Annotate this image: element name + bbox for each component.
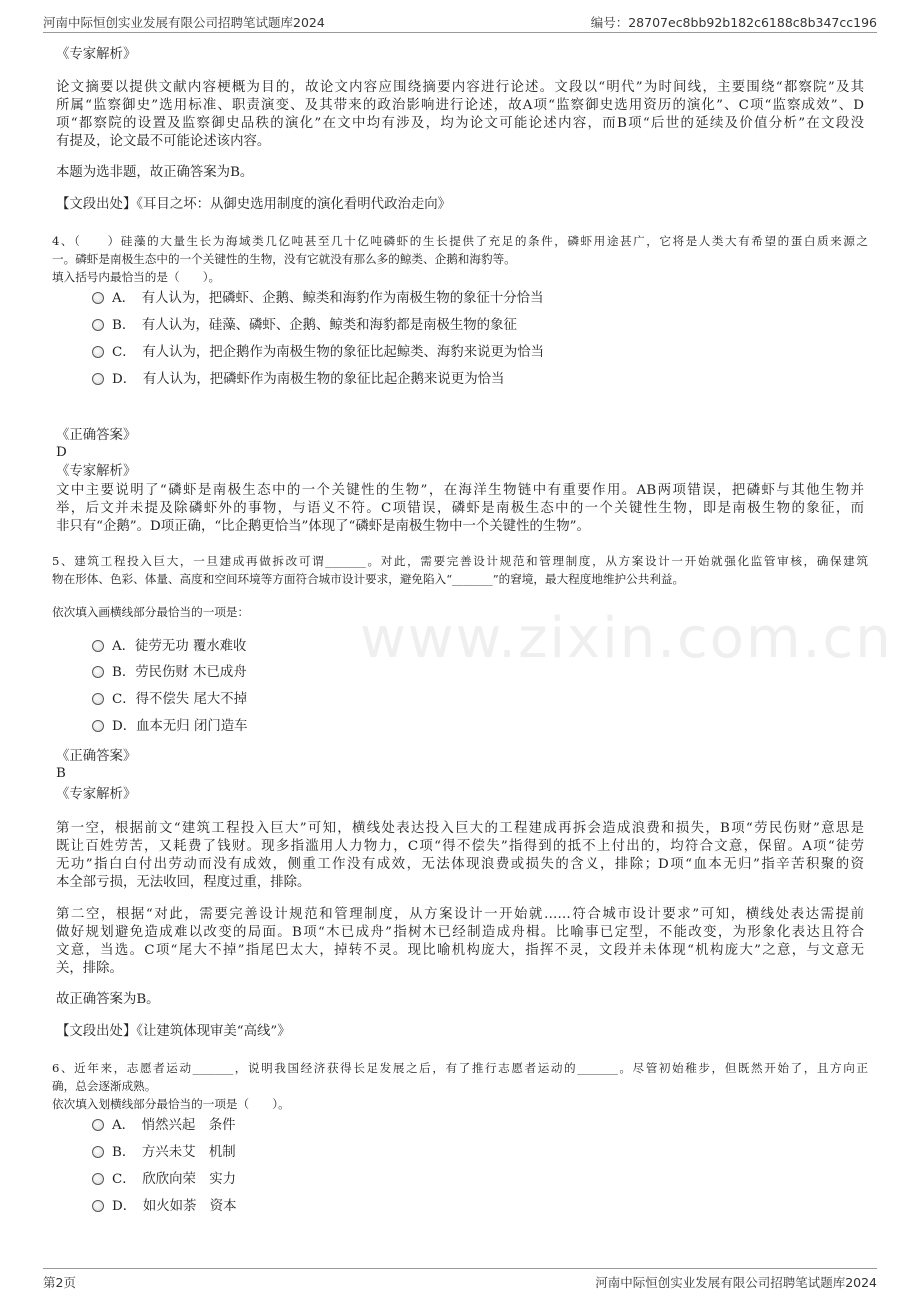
radio-button[interactable] [92, 346, 104, 358]
option-label: D． 有人认为，把磷虾作为南极生物的象征比起企鹅来说更为恰当 [112, 372, 505, 387]
q5-conclusion: 故正确答案为B。 [56, 992, 160, 1007]
q5-analysis-line: 本全部亏损，无法收回，程度过重，排除。 [56, 875, 311, 890]
option-label: A． 悄然兴起 条件 [112, 1118, 236, 1133]
q4-analysis-line: 举，后文并未提及除磷虾外的事物，与语义不符。C项错误，磷虾是南极生态中的一个关键性生物，即是南极生物的象征，而 [56, 501, 864, 516]
q5-option-a[interactable] [92, 636, 246, 658]
q3-analysis-line: 论文摘要以提供文献内容梗概为目的，故论文内容应围绕摘要内容进行论述。文段以“明代”为时间线，主要围绕“都察院”及其 [56, 80, 864, 95]
radio-button[interactable] [92, 693, 104, 705]
q3-analysis-line: 有提及，论文最不可能论述该内容。 [56, 134, 271, 149]
footer-title: 河南中际恒创实业发展有限公司招聘笔试题库2024 [595, 1275, 877, 1290]
q4-option-d[interactable] [92, 369, 504, 391]
q4-prompt: 填入括号内最恰当的是（ ）。 [52, 270, 221, 284]
page-number: 第2页 [43, 1275, 76, 1290]
q5-option-c[interactable] [92, 689, 247, 711]
option-label: B． 有人认为，硅藻、磷虾、企鹅、鲸类和海豹都是南极生物的象征 [112, 318, 517, 333]
q3-analysis-line: 项“都察院的设置及监察御史品秩的演化”在文中均有涉及，均为论文可能论述内容，而B项“后世的延续及价值分析”在文段没 [56, 116, 864, 131]
radio-button[interactable] [92, 1173, 104, 1185]
q6-stem-line: 确，总会逐渐成熟。 [52, 1079, 157, 1093]
q4-answer-label: 《正确答案》 [56, 428, 137, 443]
q6-prompt: 依次填入划横线部分最恰当的一项是（ ）。 [52, 1097, 290, 1111]
radio-button[interactable] [92, 292, 104, 304]
radio-button[interactable] [92, 1119, 104, 1131]
q4-option-a[interactable] [92, 288, 543, 310]
q5-analysis-line: 无功”指白白付出劳动而没有成效，侧重工作没有成效，无法体现浪费或损失的含义，排除；D项“血本无归”指辛苦积聚的资 [56, 857, 864, 872]
q5-stem-line: 5、建筑工程投入巨大，一旦建成再做拆改可谓_______。对此，需要完善设计规范和管理制度，从方案设计一开始就强化监管审核，确保建筑 [52, 554, 868, 568]
option-label: C． 有人认为，把企鹅作为南极生物的象征比起鲸类、海豹来说更为恰当 [112, 345, 545, 360]
q4-analysis-label: 《专家解析》 [56, 464, 137, 479]
q4-option-c[interactable] [92, 342, 544, 364]
option-label: C． 欣欣向荣 实力 [112, 1172, 237, 1187]
q5-analysis-label: 《专家解析》 [56, 787, 137, 802]
header-doc-id: 编号：28707ec8bb92b182c6188c8b347cc196 [590, 15, 877, 30]
q6-option-b[interactable] [92, 1142, 236, 1164]
q5-analysis-line: 文意，当选。C项“尾大不掉”指尾巴太大，掉转不灵。现比喻机构庞大，指挥不灵，文段并未体现“机构庞大”之意，与文意无 [56, 943, 864, 958]
radio-button[interactable] [92, 640, 104, 652]
radio-button[interactable] [92, 666, 104, 678]
page-header [43, 10, 877, 33]
q5-source: 【文段出处】《让建筑体现审美“高线”》 [56, 1024, 291, 1039]
radio-button[interactable] [92, 1200, 104, 1212]
q5-answer-label: 《正确答案》 [56, 749, 137, 764]
q4-answer: D [56, 445, 67, 460]
option-label: B．劳民伤财 木已成舟 [112, 665, 247, 680]
q6-option-d[interactable] [92, 1196, 237, 1218]
header-title: 河南中际恒创实业发展有限公司招聘笔试题库2024 [43, 15, 325, 30]
q4-option-b[interactable] [92, 315, 517, 337]
option-label: C．得不偿失 尾大不掉 [112, 692, 248, 707]
watermark: www.zixin.com.cn [360, 606, 893, 671]
q4-analysis-line: 非只有“企鹅”。D项正确，“比企鹅更恰当”体现了“磷虾是南极生物中一个关键性的生物”。 [56, 519, 590, 534]
radio-button[interactable] [92, 720, 104, 732]
q4-analysis-line: 文中主要说明了“磷虾是南极生态中的一个关键性的生物”，在海洋生物链中有重要作用。AB两项错误，把磷虾与其他生物并 [56, 483, 864, 498]
radio-button[interactable] [92, 373, 104, 385]
q5-analysis-line: 既让百姓劳苦，又耗费了钱财。现多指滥用人力物力，C项“得不偿失”指得到的抵不上付出的，均符合文意，保留。A项“徒劳 [56, 839, 864, 854]
option-label: A． 有人认为，把磷虾、企鹅、鲸类和海豹作为南极生物的象征十分恰当 [112, 291, 544, 306]
q5-analysis-line: 关，排除。 [56, 961, 123, 976]
q5-analysis-line: 做好规划避免造成难以改变的局面。B项“木已成舟”指树木已经制造成舟楫。比喻事已定型，不能改变，为形象化表达且符合 [56, 925, 864, 940]
option-label: B． 方兴未艾 机制 [112, 1145, 236, 1160]
q5-option-d[interactable] [92, 716, 248, 738]
q6-option-c[interactable] [92, 1169, 236, 1191]
q5-prompt: 依次填入画横线部分最恰当的一项是： [52, 605, 250, 619]
radio-button[interactable] [92, 1146, 104, 1158]
radio-button[interactable] [92, 319, 104, 331]
q3-source: 【文段出处】《耳目之坏：从御史选用制度的演化看明代政治走向》 [56, 197, 452, 212]
q6-stem-line: 6、近年来，志愿者运动_______，说明我国经济获得长足发展之后，有了推行志愿者运动的_______。尽管初始稚步，但既然开始了，且方向正 [52, 1061, 868, 1075]
q5-option-b[interactable] [92, 662, 247, 684]
q5-stem-line: 物在形体、色彩、体量、高度和空间环境等方面符合城市设计要求，避免陷入“_______”的窘境，最大程度地维护公共利益。 [52, 572, 685, 586]
q3-conclusion: 本题为选非题，故正确答案为B。 [56, 165, 254, 180]
q6-option-a[interactable] [92, 1115, 236, 1137]
q3-analysis-label: 《专家解析》 [56, 47, 137, 62]
page-footer [43, 1268, 877, 1293]
q4-stem-line: 一。磷虾是南极生态中的一个关键性的生物，没有它就没有那么多的鲸类、企鹅和海豹等。 [52, 252, 516, 266]
q5-answer: B [56, 766, 66, 781]
option-label: D．血本无归 闭门造车 [112, 719, 248, 734]
option-label: D． 如火如荼 资本 [112, 1199, 237, 1214]
option-label: A．徒劳无功 覆水难收 [112, 639, 247, 654]
q5-analysis-line: 第一空，根据前文“建筑工程投入巨大”可知，横线处表达投入巨大的工程建成再拆会造成浪费和损失，B项“劳民伤财”意思是 [56, 821, 864, 836]
q4-stem-line: 4、（ ）硅藻的大量生长为海域类几亿吨甚至几十亿吨磷虾的生长提供了充足的条件，磷虾用途甚广，它将是人类大有希望的蛋白质来源之 [52, 234, 868, 248]
q5-analysis-line: 第二空，根据“对此，需要完善设计规范和管理制度，从方案设计一开始就……符合城市设计要求”可知，横线处表达需提前 [56, 907, 864, 922]
q3-analysis-line: 所属“监察御史”选用标准、职责演变、及其带来的政治影响进行论述，故A项“监察御史选用资历的演化”、C项“监察成效”、D [56, 98, 864, 113]
